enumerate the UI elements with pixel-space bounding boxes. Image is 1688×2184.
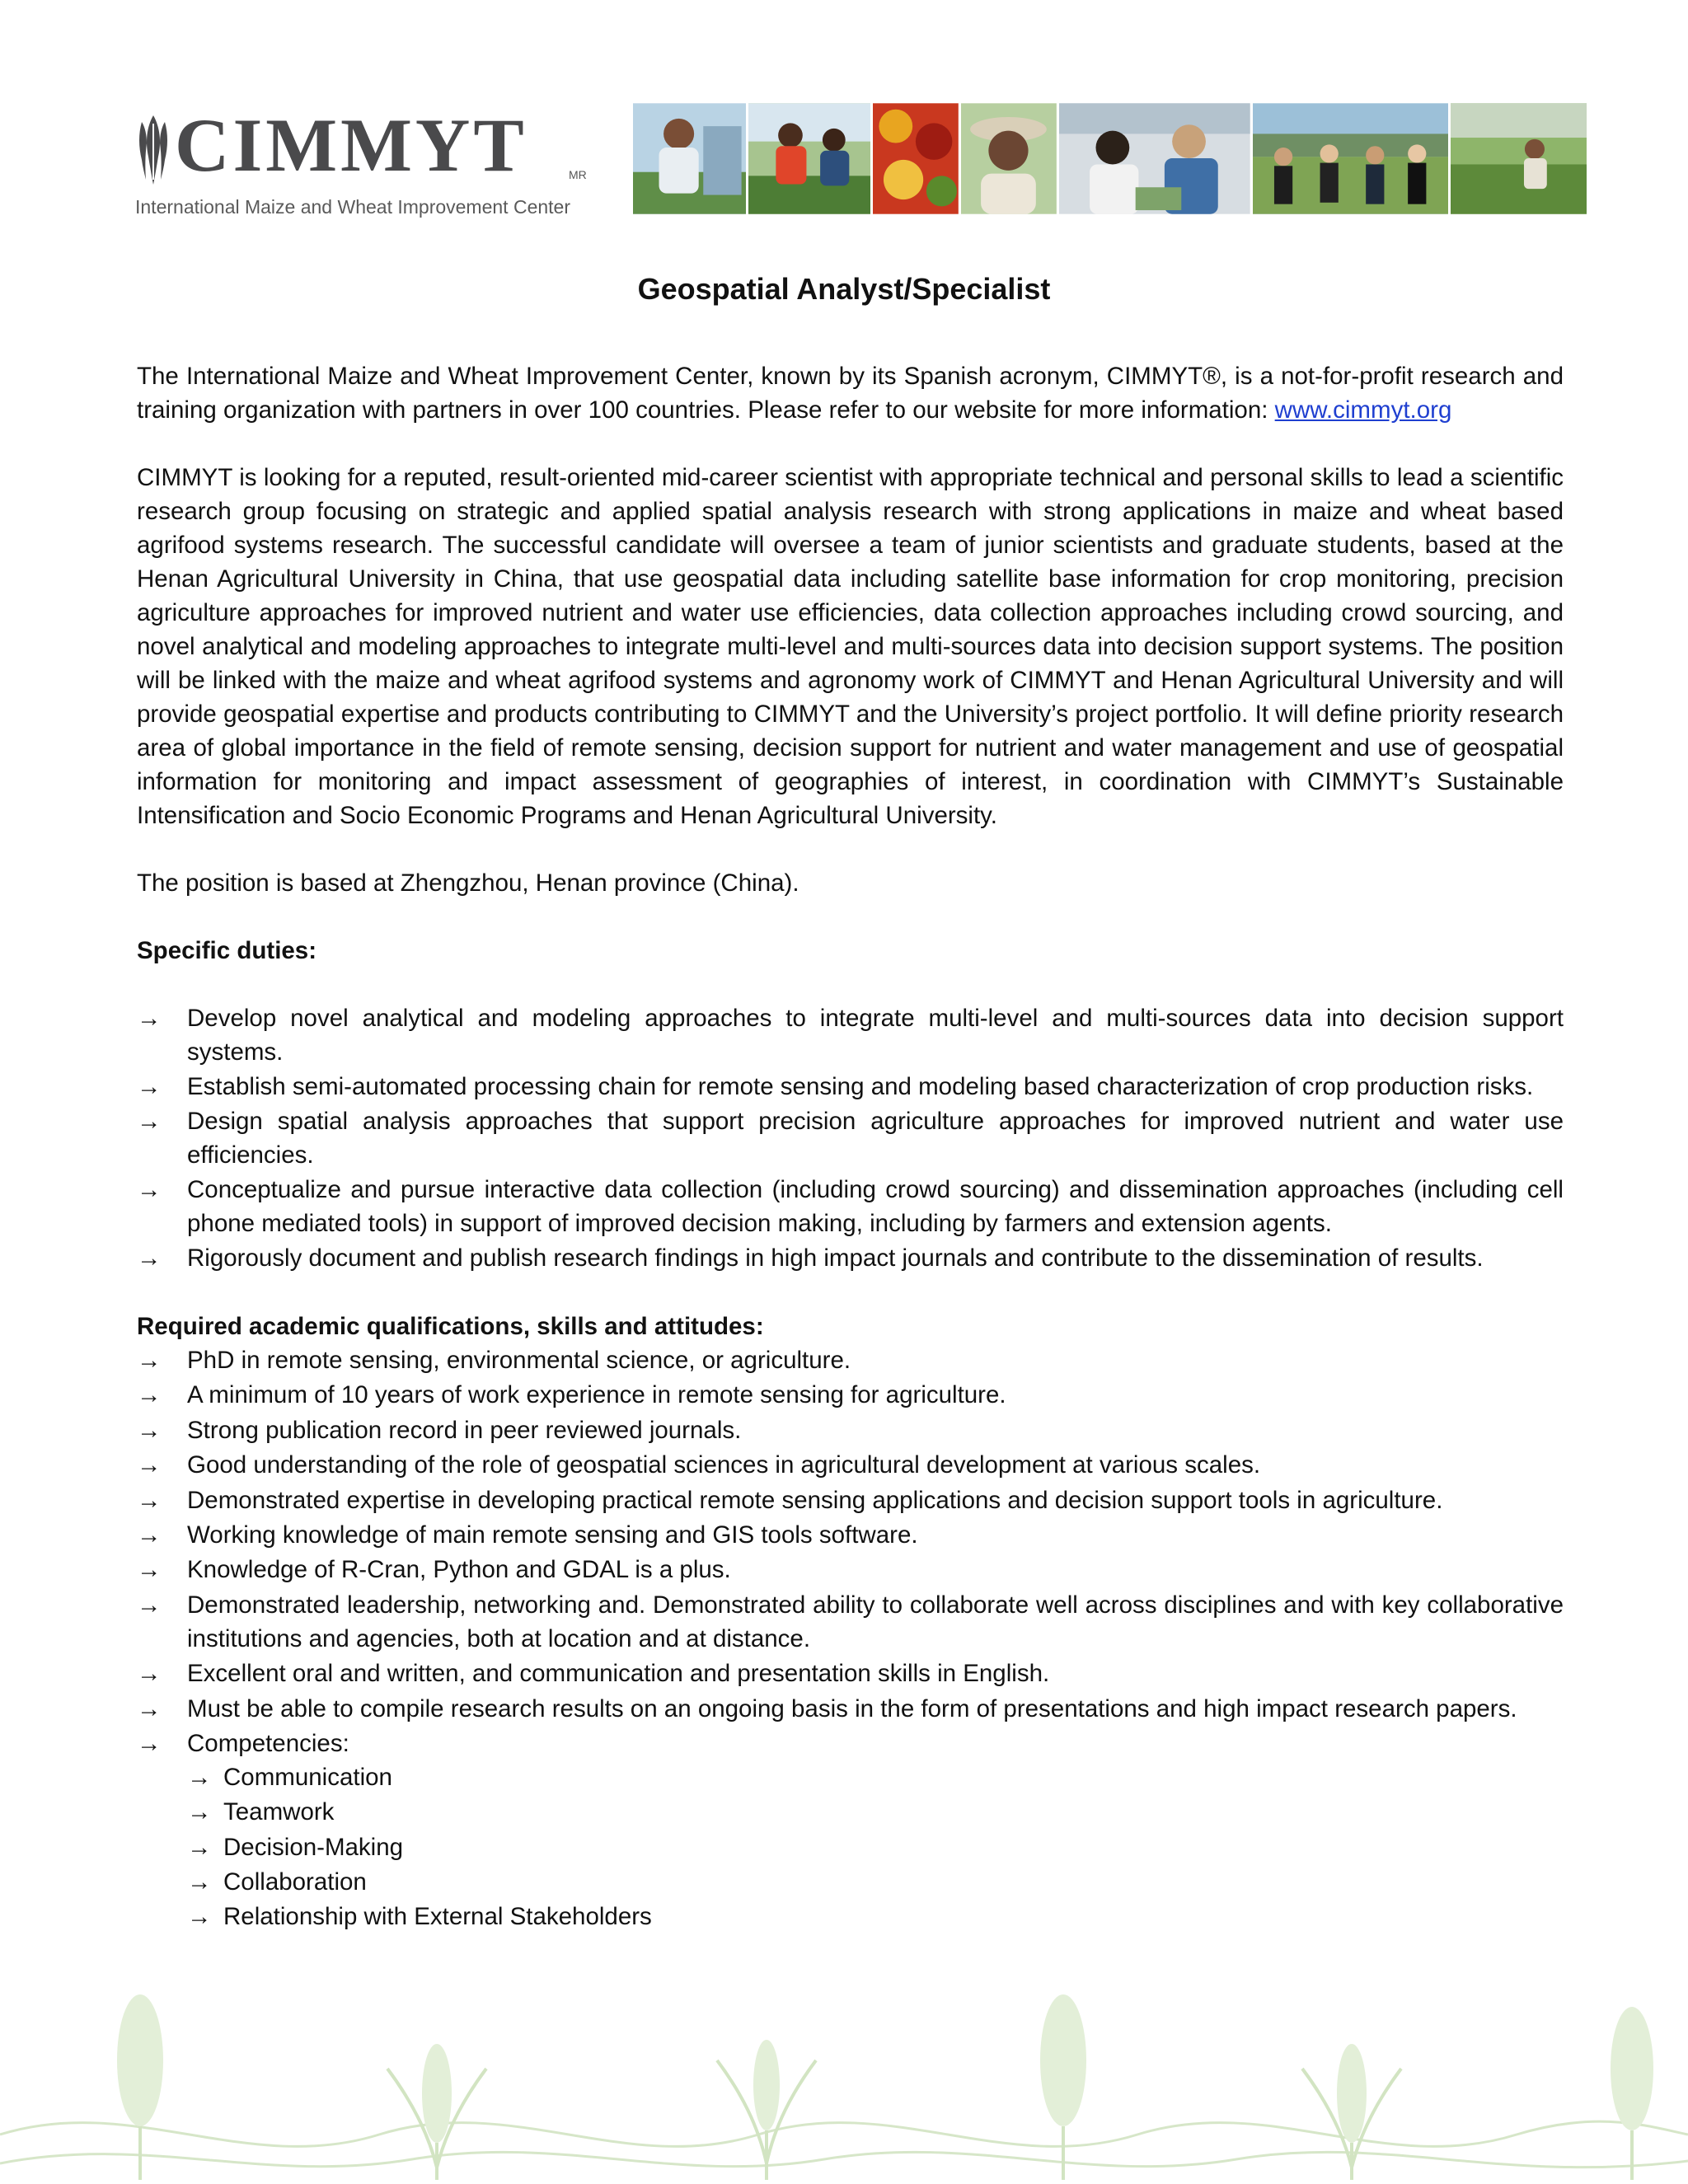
list-item: → Demonstrated leadership, networking and. Demonstrated ability to collaborate well across disciplines and with key collaborative institutions and agencies, both at location and at distance. [137, 1588, 1564, 1656]
list-item: → Design spatial analysis approaches that support precision agriculture approaches for improved nutrient and water use efficiencies. [137, 1104, 1564, 1172]
list-item: → Good understanding of the role of geospatial sciences in agricultural development at various scales. [137, 1448, 1564, 1482]
arrow-bullet-icon: → [137, 1108, 162, 1135]
logo-mark-label: MR [569, 168, 587, 181]
intro-paragraph [137, 359, 1564, 427]
list-item: → Competencies: → Communication → Teamwork → Decision-Making → Collaboration → Relationship with External Stakeholders [137, 1727, 1564, 1934]
lab-researcher-photo [633, 99, 746, 218]
list-item: → A minimum of 10 years of work experience in remote sensing for agriculture. [137, 1378, 1564, 1412]
duties-list [137, 1001, 1564, 1275]
list-item: → Relationship with External Stakeholders [187, 1900, 1564, 1933]
duties-heading: Specific duties: [137, 937, 317, 964]
list-item: → Communication [187, 1760, 1564, 1794]
list-item: → Strong publication record in peer reviewed journals. [137, 1413, 1564, 1447]
smiling-woman-photo [961, 99, 1057, 218]
arrow-bullet-icon: → [137, 1381, 162, 1409]
list-item: → PhD in remote sensing, environmental science, or agriculture. [137, 1343, 1564, 1377]
list-item: → Excellent oral and written, and communication and presentation skills in English. [137, 1657, 1564, 1690]
wheat-ear-logo-icon [135, 114, 171, 186]
arrow-bullet-icon: → [137, 1005, 162, 1032]
list-item: → Collaboration [187, 1865, 1564, 1899]
photo-banner [633, 99, 1587, 218]
field-visitors-photo [1253, 99, 1448, 218]
list-item: → Develop novel analytical and modeling approaches to integrate multi-level and multi-sources data into decision support systems. [137, 1001, 1564, 1069]
arrow-bullet-icon: → [137, 1451, 162, 1479]
list-item: → Must be able to compile research results on an ongoing basis in the form of presentations and high impact research papers. [137, 1692, 1564, 1726]
logo-wordmark: CIMMYT [175, 103, 528, 187]
competencies-list [187, 1760, 1564, 1934]
arrow-bullet-icon: → [137, 1176, 162, 1203]
list-item: → Knowledge of R-Cran, Python and GDAL is a plus. [137, 1553, 1564, 1586]
peppers-photo [873, 99, 959, 218]
list-item: → Conceptualize and pursue interactive data collection (including crowd sourcing) and dissemination approaches (including cell phone mediated tools) in support of improved decision making, including by farmers and extension agents. [137, 1173, 1564, 1240]
arrow-bullet-icon: → [137, 1486, 162, 1514]
intro-text: The International Maize and Wheat Improvement Center, known by its Spanish acronym, CIMMYT®, is a not-for-profit research and training organization with partners in over 100 countries. Please refer to our website for more information: [137, 363, 1564, 424]
arrow-bullet-icon: → [137, 1244, 162, 1272]
arrow-bullet-icon: → [137, 1556, 162, 1584]
footer-crop-decoration [0, 1970, 1688, 2184]
arrow-bullet-icon: → [137, 1073, 162, 1100]
location-paragraph: The position is based at Zhengzhou, Henan province (China). [137, 869, 799, 897]
list-item: → Working knowledge of main remote sensing and GIS tools software. [137, 1518, 1564, 1552]
job-posting-body [137, 359, 1564, 1935]
arrow-bullet-icon: → [137, 1660, 162, 1688]
arrow-bullet-icon: → [137, 1416, 162, 1444]
lab-scientists-photo [1059, 99, 1250, 218]
qualifications-list [137, 1343, 1564, 1933]
wheat-field-photo [1451, 99, 1587, 218]
list-item: → Establish semi-automated processing chain for remote sensing and modeling based characterization of crop production risks. [137, 1070, 1564, 1104]
arrow-bullet-icon: → [187, 1798, 212, 1826]
page-title: Geospatial Analyst/Specialist [637, 272, 1051, 306]
list-item: → Demonstrated expertise in developing practical remote sensing applications and decision support tools in agriculture. [137, 1483, 1564, 1517]
qualifications-heading: Required academic qualifications, skills and attitudes: [137, 1313, 764, 1340]
cimmyt-logo [134, 103, 595, 223]
list-item: → Decision-Making [187, 1830, 1564, 1864]
website-link[interactable]: www.cimmyt.org [1274, 396, 1452, 424]
logo-subtitle: International Maize and Wheat Improvement Center [135, 196, 570, 218]
arrow-bullet-icon: → [137, 1347, 162, 1374]
list-item: → Teamwork [187, 1795, 1564, 1829]
arrow-bullet-icon: → [137, 1591, 162, 1619]
arrow-bullet-icon: → [137, 1521, 162, 1549]
list-item: → Rigorously document and publish research findings in high impact journals and contribute to the dissemination of results. [137, 1241, 1564, 1275]
arrow-bullet-icon: → [137, 1729, 162, 1757]
arrow-bullet-icon: → [187, 1763, 212, 1791]
arrow-bullet-icon: → [187, 1868, 212, 1896]
arrow-bullet-icon: → [137, 1694, 162, 1722]
arrow-bullet-icon: → [187, 1833, 212, 1861]
description-paragraph: CIMMYT is looking for a reputed, result-oriented mid-career scientist with appropriate technical and personal skills to lead a scientific research group focusing on strategic and applied spatial analysis research with strong applications in maize and wheat based agrifood systems research. The successful candidate will oversee a team of junior scientists and graduate students, based at the Henan Agricultural University in China, that use geospatial data including satellite base information for crop monitoring, precision agriculture approaches for improved nutrient and water use efficiencies, data collection approaches including crowd sourcing, and novel analytical and modeling approaches to integrate multi-level and multi-sources data into decision support systems. The position will be linked with the maize and wheat agrifood systems and agronomy work of CIMMYT and Henan Agricultural University and will provide geospatial expertise and products contributing to CIMMYT and the University’s project portfolio. It will define priority research area of global importance in the field of remote sensing, decision support for nutrient and water management and use of geospatial information for monitoring and impact assessment of geographies of interest, in coordination with CIMMYT’s Sustainable Intensification and Socio Economic Programs and Henan Agricultural University. [137, 464, 1564, 829]
field-students-photo [748, 99, 870, 218]
arrow-bullet-icon: → [187, 1903, 212, 1931]
